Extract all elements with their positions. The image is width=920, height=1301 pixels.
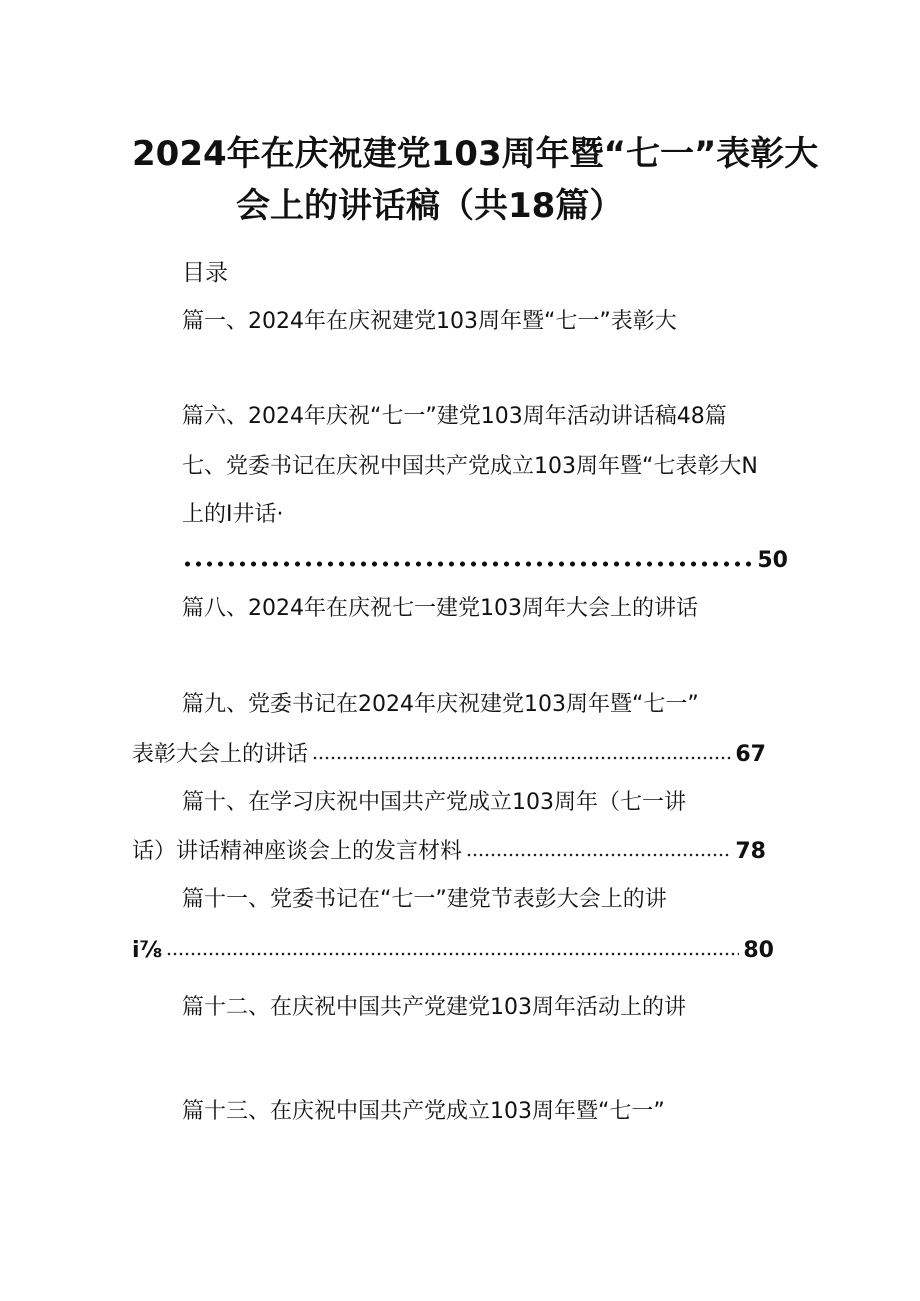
page-number: 50 <box>757 548 788 573</box>
dot-leader <box>166 948 739 960</box>
page-number: 78 <box>735 839 766 864</box>
page-number: 67 <box>735 742 766 767</box>
toc-entry-1[interactable]: 篇一、2024年在庆祝建党103周年暨“七一”表彰大 <box>182 309 677 334</box>
toc-entry-9-line2[interactable] <box>132 740 766 770</box>
title-line-1: 2024年在庆祝建党103周年暨“七一”表彰大 <box>132 134 819 174</box>
entry-text: 话）讲话精神座谈会上的发言材料 <box>132 839 463 864</box>
entry-text: 表彰大会上的讲话 <box>132 742 309 767</box>
toc-entry-6[interactable]: 篇六、2024年庆祝“七一”建党103周年活动讲话稿48篇 <box>182 404 727 429</box>
toc-entry-7-leader-row[interactable] <box>182 546 788 576</box>
toc-entry-12[interactable]: 篇十二、在庆祝中国共产党建党103周年活动上的讲 <box>182 995 686 1020</box>
toc-entry-7-line1[interactable]: 七、党委书记在庆祝中国共产党成立103周年暨“七表彰大N <box>182 454 758 479</box>
page-number: 80 <box>743 938 774 963</box>
toc-entry-9-line1[interactable]: 篇九、党委书记在2024年庆祝建党103周年暨“七一” <box>182 692 699 717</box>
toc-entry-8[interactable]: 篇八、2024年在庆祝七一建党103周年大会上的讲话 <box>182 596 698 621</box>
toc-entry-11-line2[interactable] <box>132 936 774 966</box>
title-line-2: 会上的讲话稿（共18篇） <box>236 186 624 226</box>
dot-leader <box>312 752 731 764</box>
entry-text: i⅞ <box>132 938 163 963</box>
dot-leader <box>182 558 753 570</box>
toc-entry-10-line2[interactable] <box>132 837 766 867</box>
document-title <box>132 128 819 232</box>
toc-heading: 目录 <box>182 260 228 286</box>
toc-entry-11-line1[interactable]: 篇十一、党委书记在“七一”建党节表彭大会上的讲 <box>182 887 667 912</box>
toc-entry-7-line2[interactable]: 上的I井话· <box>182 502 284 527</box>
toc-entry-13[interactable]: 篇十三、在庆祝中国共产党成立103周年暨“七一” <box>182 1099 665 1124</box>
toc-entry-10-line1[interactable]: 篇十、在学习庆祝中国共产党成立103周年（七一讲 <box>182 790 686 815</box>
dot-leader <box>466 849 731 861</box>
